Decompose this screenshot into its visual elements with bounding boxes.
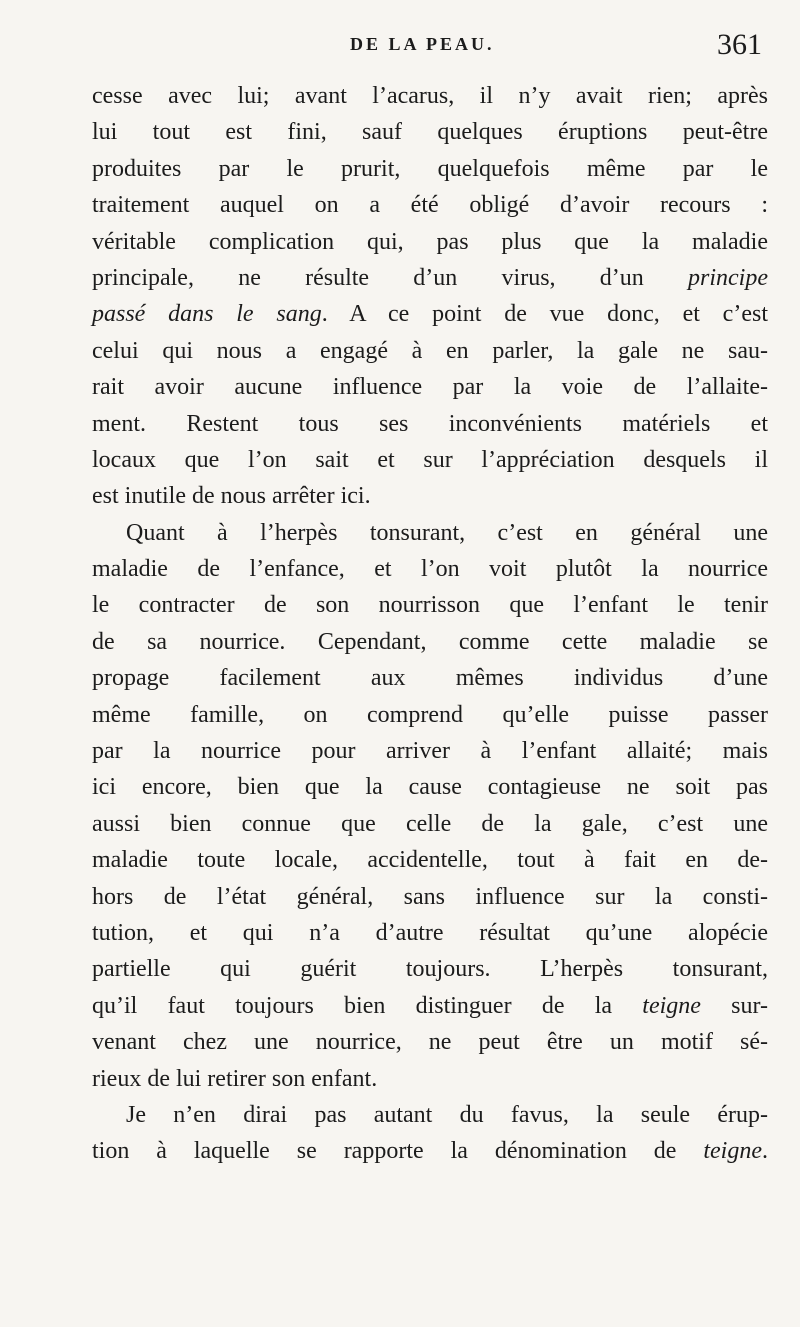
page-header	[90, 28, 770, 68]
text-line: Quant à l’herpès tonsurant, c’est en général une	[126, 519, 768, 546]
italic-text: teigne	[703, 1138, 762, 1165]
text-line: produites par le prurit, quelquefois même par le	[92, 155, 768, 182]
italic-text: principe	[688, 264, 768, 291]
running-head: DE LA PEAU.	[350, 34, 495, 54]
text-line: véritable complication qui, pas plus que la maladie	[92, 228, 768, 255]
text-line: ment. Restent tous ses inconvénients matériels et	[92, 410, 768, 437]
paragraph	[92, 78, 768, 515]
text-line: lui tout est fini, sauf quelques éruptions peut-être	[92, 119, 768, 146]
text-line: Je n’en dirai pas autant du favus, la seule érup-	[126, 1101, 768, 1128]
text-line: partielle qui guérit toujours. L’herpès tonsurant,	[92, 956, 768, 983]
text-line: ici encore, bien que la cause contagieuse ne soit pas	[92, 774, 768, 801]
text-line: principale, ne résulte d’un virus, d’un principe	[92, 264, 768, 291]
text-line: le contracter de son nourrisson que l’enfant le tenir	[92, 592, 768, 619]
text-line: hors de l’état général, sans influence sur la consti-	[92, 883, 768, 910]
text-line: de sa nourrice. Cependant, comme cette maladie se	[92, 628, 768, 655]
page-number: 361	[717, 28, 762, 61]
italic-text: passé dans le sang	[92, 301, 322, 328]
text-line: venant chez une nourrice, ne peut être un motif sé-	[92, 1029, 768, 1056]
text-line: maladie de l’enfance, et l’on voit plutôt la nourrice	[92, 556, 768, 583]
text-line: locaux que l’on sait et sur l’appréciation desquels il	[92, 446, 768, 473]
text-line: aussi bien connue que celle de la gale, c’est une	[92, 810, 768, 837]
paragraph	[92, 1097, 768, 1170]
italic-text: teigne	[642, 992, 701, 1019]
text-line: rieux de lui retirer son enfant.	[92, 1065, 378, 1092]
text-line: est inutile de nous arrêter ici.	[92, 483, 371, 510]
text-line: traitement auquel on a été obligé d’avoir recours :	[92, 192, 768, 219]
text-line: tion à laquelle se rapporte la dénomination de teigne.	[92, 1138, 768, 1165]
text-line: même famille, on comprend qu’elle puisse passer	[92, 701, 768, 728]
text-line: rait avoir aucune influence par la voie de l’allaite-	[92, 374, 768, 401]
text-line: propage facilement aux mêmes individus d’une	[92, 665, 768, 692]
text-line: cesse avec lui; avant l’acarus, il n’y avait rien; après	[92, 83, 768, 109]
text-line: par la nourrice pour arriver à l’enfant allaité; mais	[92, 738, 768, 765]
text-line: passé dans le sang. A ce point de vue donc, et c’est	[92, 301, 768, 328]
paragraph	[92, 515, 768, 1097]
body-text	[92, 78, 768, 1170]
text-line: celui qui nous a engagé à en parler, la gale ne sau-	[92, 337, 768, 364]
text-line: maladie toute locale, accidentelle, tout à fait en de-	[92, 847, 768, 874]
text-line: tution, et qui n’a d’autre résultat qu’une alopécie	[92, 919, 768, 946]
text-line: qu’il faut toujours bien distinguer de la teigne sur-	[92, 992, 769, 1019]
